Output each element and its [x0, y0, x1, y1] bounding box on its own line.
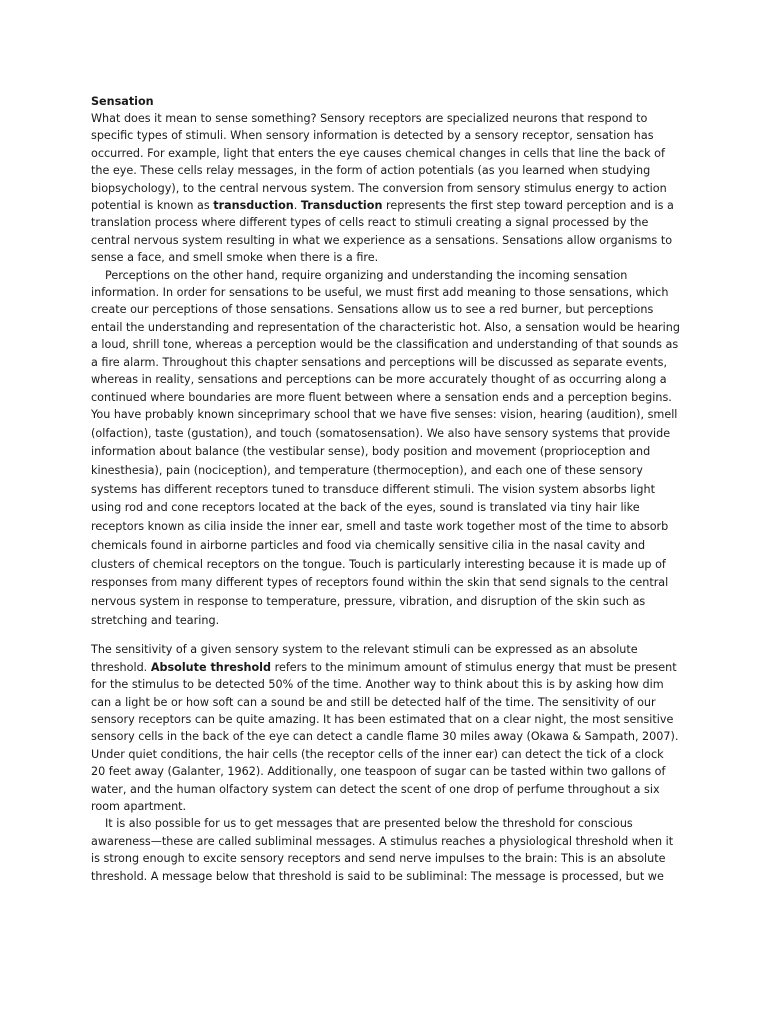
paragraph-five-senses: You have probably known sinceprimary school that we have five senses: vision, hearing (audition), smell (olfaction), taste (gustation), and touch (somatosensation). We also have sensory systems that provide information about balance (the vestibular sense), body position and movement (proprioception and kinesthesia), pain (nociception), and temperature (thermoception), and each one of these sensory systems has different receptors tuned to transduce different stimuli. The vision system absorbs light using rod and cone receptors located at the back of the eyes, sound is translated via tiny hair like receptors known as cilia inside the inner ear, smell and taste work together most of the time to absorb chemicals found in airborne particles and food via chemically sensitive cilia in the nasal cavity and clusters of chemical receptors on the tongue. Touch is particularly interesting because it is made up of responses from many different types of receptors found within the skin that send signals to the central nervous system in response to temperature, pressure, vibration, and disruption of the skin such as stretching and tearing. [91, 407, 678, 627]
paragraph-text: What does it mean to sense something? Sensory receptors are specialized neurons that respond to specific types of stimuli. When sensory information is detected by a sensory receptor, sensation has occurred. For example, light that enters the eye causes chemical changes in cells that line the back of the eye. These cells relay messages, in the form of action potentials (as you learned when studying biopsychology), to the central nervous system. The conversion from sensory stimulus energy to action potential is known as [91, 112, 667, 213]
paragraph-text: The sensitivity of a given sensory system to the relevant stimuli can be expressed as an absolute threshold. [91, 643, 638, 674]
document-page [91, 94, 681, 885]
paragraph-subliminal: It is also possible for us to get messages that are presented below the threshold for conscious awareness—these are called subliminal messages. A stimulus reaches a physiological threshold when it is strong enough to excite sensory receptors and send nerve impulses to the brain: This is an absolute threshold. A message below that threshold is said to be subliminal: The message is processed, but we [91, 817, 674, 883]
paragraph-text: . [293, 199, 301, 213]
bold-term-transduction-2: Transduction [300, 199, 383, 213]
paragraph-text: represents the first step toward perception and is a translation process where different types of cells react to stimuli creating a signal processed by the central nervous system resulting in what we experience as a sensations. Sensations allow organisms to sense a face, and smell smoke when there is a fire. [91, 199, 674, 265]
section-heading: Sensation [91, 95, 154, 108]
bold-term-transduction: transduction [213, 199, 294, 213]
paragraph-perceptions: Perceptions on the other hand, require organizing and understanding the incoming sensation information. In order for sensations to be useful, we must first add meaning to those sensations, which create our perceptions of those sensations. Sensations allow us to see a red burner, but perceptions entail the understanding and representation of the characteristic hot. Also, a sensation would be hearing a loud, shrill tone, whereas a perception would be the classification and understanding of that sounds as a fire alarm. Throughout this chapter sensations and perceptions will be discussed as separate events, whereas in reality, sensations and perceptions can be more accurately thought of as occurring along a continued where boundaries are more fluent between where a sensation ends and a perception begins. [91, 268, 680, 404]
paragraph-sensation-definition [91, 110, 681, 267]
paragraph-text: refers to the minimum amount of stimulus energy that must be present for the stimulus to be detected 50% of the time. Another way to think about this is by asking how dim can a light be or how soft can a sound be and still be detected half of the time. The sensitivity of our sensory receptors can be quite amazing. It has been estimated that on a clear night, the most sensitive sensory cells in the back of the eye can detect a candle flame 30 miles away (Okawa & Sampath, 2007). Under quiet conditions, the hair cells (the receptor cells of the inner ear) can detect the tick of a clock 20 feet away (Galanter, 1962). Additionally, one teaspoon of sugar can be tasted within two gallons of water, and the human olfactory system can detect the scent of one drop of perfume throughout a six room apartment. [91, 660, 679, 813]
bold-term-absolute-threshold: Absolute threshold [150, 660, 272, 674]
paragraph-absolute-threshold [91, 641, 681, 815]
